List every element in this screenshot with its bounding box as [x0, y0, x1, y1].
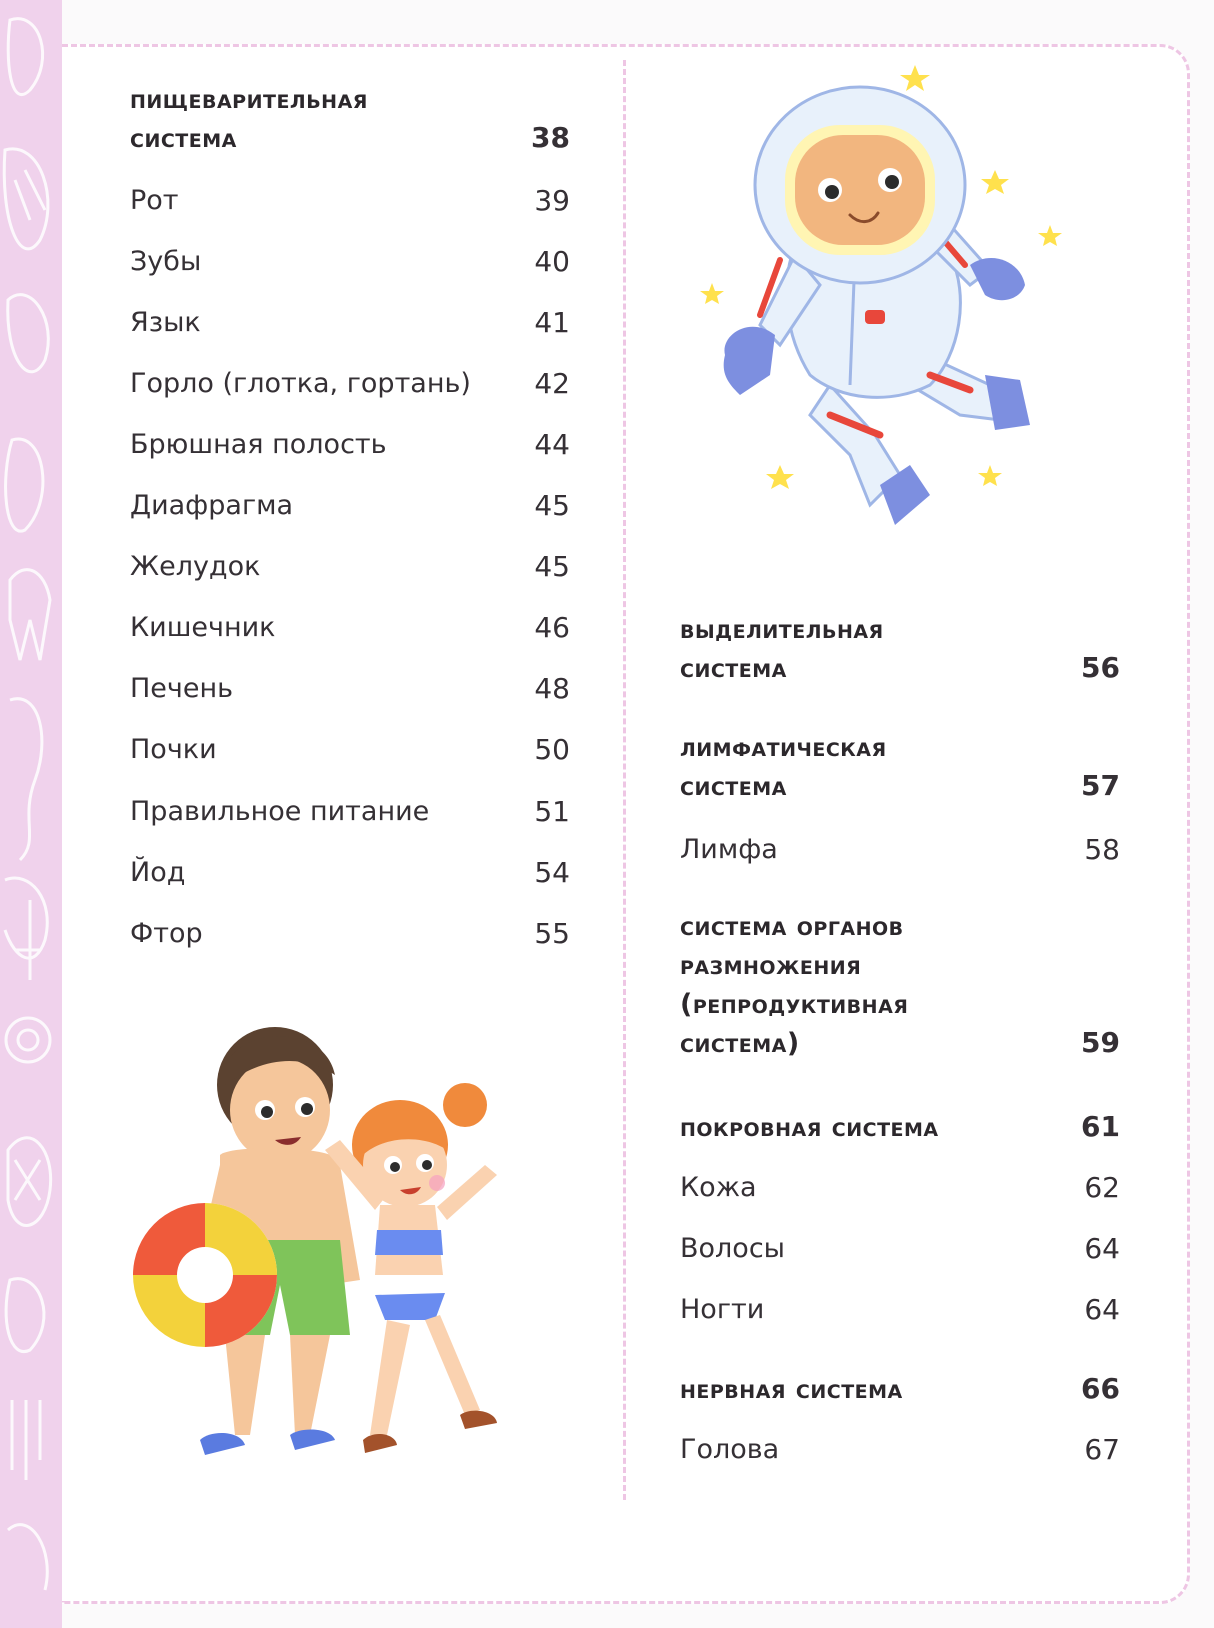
toc-entry-lymph[interactable]: [680, 830, 1120, 870]
toc-entry-page: 61: [1081, 1110, 1120, 1143]
toc-entry-iodine[interactable]: [130, 853, 570, 893]
toc-entry-title: Кожа: [680, 1172, 757, 1203]
toc-entry-mouth[interactable]: [130, 181, 570, 221]
toc-entry-page: 38: [531, 121, 570, 154]
toc-entry-proper-nutrition[interactable]: [130, 792, 570, 832]
astronaut-illustration: [700, 55, 1080, 555]
toc-entry-title: пищеварительная система: [130, 84, 368, 154]
toc-entry-hair[interactable]: [680, 1229, 1120, 1269]
toc-entry-reproductive-system[interactable]: [680, 907, 1120, 1063]
toc-entry-page: 56: [1081, 651, 1120, 684]
toc-entry-title: Ногти: [680, 1294, 765, 1325]
toc-entry-page: 40: [534, 245, 570, 278]
toc-entry-nails[interactable]: [680, 1290, 1120, 1330]
toc-entry-title: Волосы: [680, 1233, 785, 1264]
toc-entry-title: Фтор: [130, 918, 203, 949]
toc-entry-title: Кишечник: [130, 612, 276, 643]
toc-entry-title: Язык: [130, 307, 201, 338]
toc-entry-tongue[interactable]: [130, 303, 570, 343]
toc-entry-page: 50: [534, 733, 570, 766]
toc-entry-page: 41: [534, 306, 570, 339]
toc-entry-digestive-system[interactable]: [130, 80, 570, 158]
toc-entry-fluorine[interactable]: [130, 914, 570, 954]
toc-entry-title: лимфатическая система: [680, 732, 887, 802]
toc-entry-page: 59: [1081, 1026, 1120, 1059]
toc-entry-page: 57: [1081, 769, 1120, 802]
toc-entry-title: Лимфа: [680, 834, 778, 865]
toc-entry-title: выделительная система: [680, 614, 884, 684]
toc-entry-page: 54: [534, 856, 570, 889]
toc-entry-nervous-system[interactable]: [680, 1369, 1120, 1409]
toc-entry-page: 46: [534, 611, 570, 644]
toc-entry-stomach[interactable]: [130, 547, 570, 587]
toc-entry-title: Диафрагма: [130, 490, 294, 521]
toc-entry-skin[interactable]: [680, 1168, 1120, 1208]
toc-entry-page: 55: [534, 917, 570, 950]
toc-entry-throat[interactable]: [130, 364, 570, 404]
toc-entry-title: Горло (глотка, гортань): [130, 368, 471, 399]
toc-entry-page: 67: [1084, 1433, 1120, 1466]
toc-entry-page: 64: [1084, 1293, 1120, 1326]
toc-entry-page: 44: [534, 428, 570, 461]
toc-entry-intestine[interactable]: [130, 608, 570, 648]
toc-entry-title: система органов размножения (репродуктивная система): [680, 911, 909, 1059]
toc-entry-page: 42: [534, 367, 570, 400]
column-divider: [623, 60, 626, 1500]
toc-entry-kidneys[interactable]: [130, 730, 570, 770]
toc-entry-page: 45: [534, 550, 570, 583]
toc-entry-title: Желудок: [130, 551, 261, 582]
toc-entry-title: Йод: [130, 857, 186, 888]
toc-entry-title: нервная система: [680, 1374, 903, 1405]
decorative-side-strip: [0, 0, 62, 1628]
toc-entry-page: 64: [1084, 1232, 1120, 1265]
toc-entry-lymphatic-system[interactable]: [680, 728, 1120, 806]
toc-entry-title: Правильное питание: [130, 796, 430, 827]
toc-entry-diaphragm[interactable]: [130, 486, 570, 526]
toc-entry-page: 51: [534, 795, 570, 828]
toc-entry-title: Голова: [680, 1434, 780, 1465]
toc-entry-head[interactable]: [680, 1430, 1120, 1470]
toc-entry-title: Почки: [130, 734, 217, 765]
toc-entry-integumentary-system[interactable]: [680, 1107, 1120, 1147]
toc-entry-page: 39: [534, 184, 570, 217]
toc-entry-title: Зубы: [130, 246, 202, 277]
toc-entry-title: Печень: [130, 673, 234, 704]
toc-entry-title: Брюшная полость: [130, 429, 387, 460]
toc-entry-page: 45: [534, 489, 570, 522]
toc-entry-title: покровная система: [680, 1112, 939, 1143]
toc-entry-teeth[interactable]: [130, 242, 570, 282]
toc-entry-title: Рот: [130, 185, 179, 216]
toc-entry-liver[interactable]: [130, 669, 570, 709]
toc-entry-abdominal-cavity[interactable]: [130, 425, 570, 465]
organ-outline-pattern: [0, 0, 62, 1628]
toc-entry-page: 48: [534, 672, 570, 705]
toc-entry-page: 58: [1084, 833, 1120, 866]
toc-entry-page: 62: [1084, 1171, 1120, 1204]
toc-entry-page: 66: [1081, 1372, 1120, 1405]
toc-entry-excretory-system[interactable]: [680, 610, 1120, 688]
children-beach-illustration: [125, 1015, 545, 1495]
